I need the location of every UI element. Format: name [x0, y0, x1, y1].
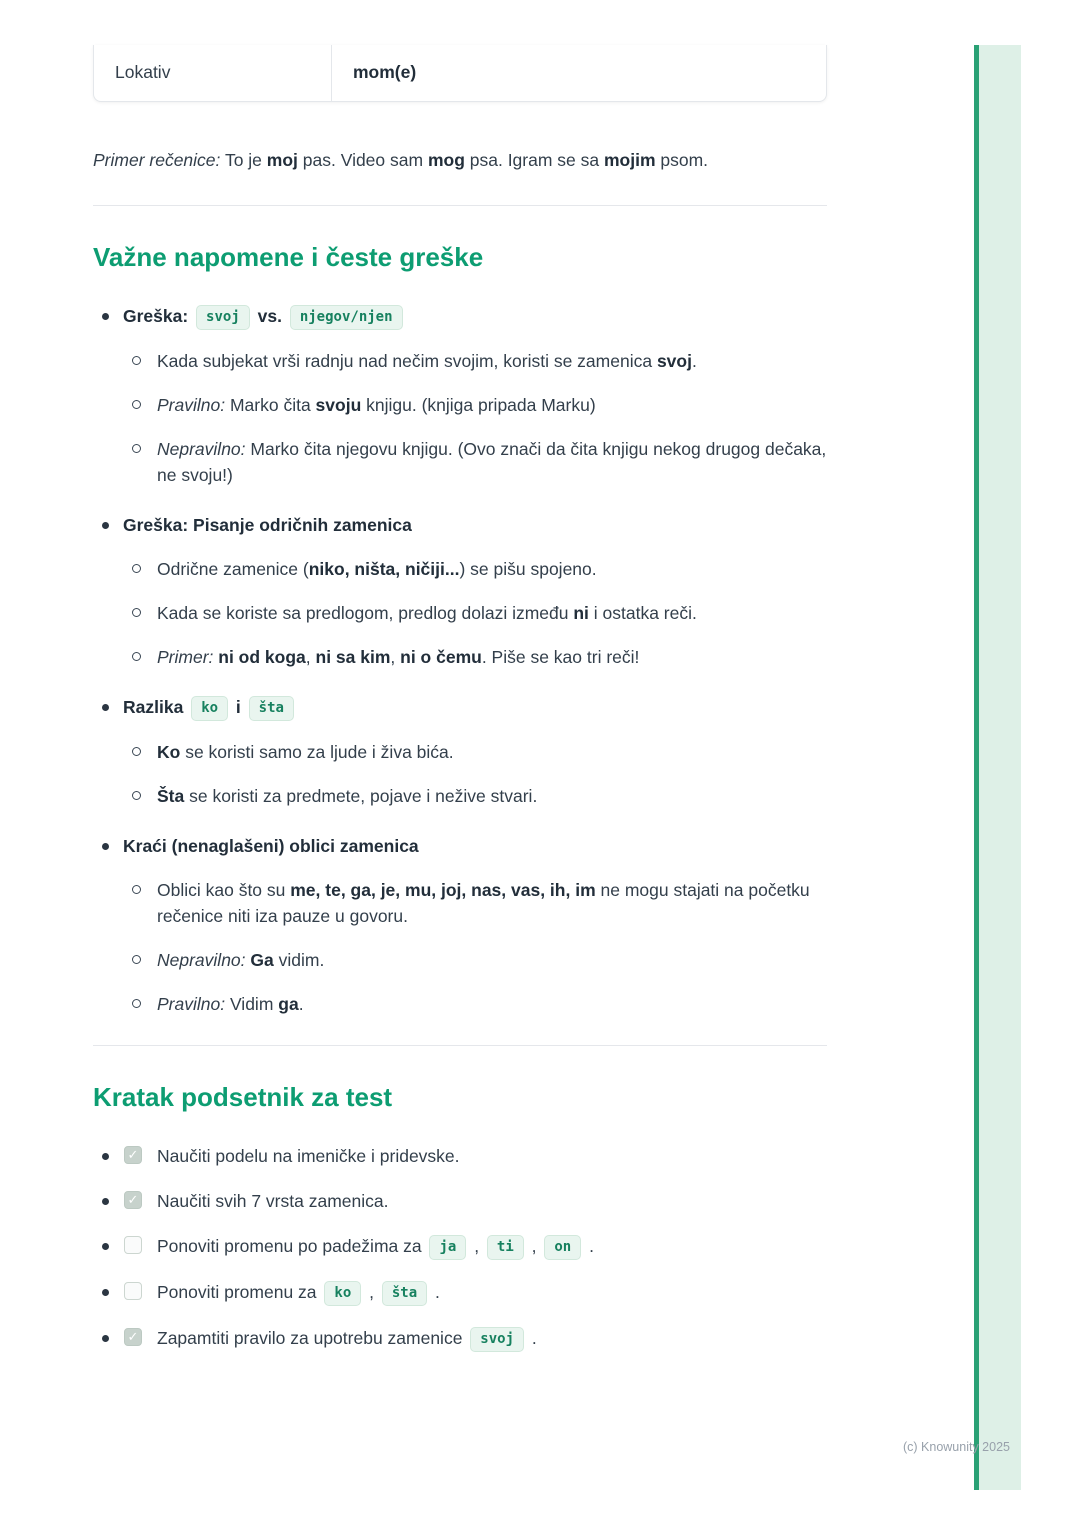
page-content — [93, 45, 827, 1371]
text-segment: Vidim — [225, 994, 279, 1014]
note-subitem — [123, 436, 827, 488]
text-segment: mojim — [603, 150, 656, 170]
note-subitem — [123, 392, 827, 418]
section-title-reminder: Kratak podsetnik za test — [93, 1082, 393, 1112]
note-item-heading — [123, 303, 827, 330]
text-segment: ne mogu stajati na početku rečenice niti iza pauze u govoru. — [157, 880, 810, 926]
text-segment: Ga — [250, 950, 274, 970]
text-segment: Primer: — [157, 647, 214, 667]
checklist-item-text — [157, 1146, 460, 1166]
section-divider — [93, 1045, 827, 1046]
text-segment: Zapamtiti pravilo za upotrebu zamenice — [157, 1328, 468, 1348]
section-title-notes: Važne napomene i česte greške — [93, 242, 484, 272]
example-paragraph — [93, 143, 827, 177]
inline-code-chip: ja — [429, 1235, 466, 1260]
text-segment: Razlika — [123, 697, 189, 717]
checkbox[interactable]: ✓ — [124, 1191, 142, 1209]
text-segment: Ponoviti promenu po padežima za — [157, 1236, 427, 1256]
text-segment: se koristi za predmete, pojave i nežive stvari. — [184, 786, 538, 806]
note-subitem — [123, 600, 827, 626]
text-segment: svoj — [656, 351, 692, 371]
text-segment: To je — [220, 150, 267, 170]
checklist-item-text — [157, 1236, 594, 1256]
text-segment: knjigu. (knjiga pripada Marku) — [361, 395, 596, 415]
note-item — [93, 303, 827, 488]
text-segment: vidim. — [273, 950, 325, 970]
note-sublist — [123, 556, 827, 670]
right-accent-line — [974, 45, 979, 1490]
note-subitem — [123, 644, 827, 670]
text-segment: ) se pišu spojeno. — [459, 559, 597, 579]
table-cell-value: mom(e) — [353, 62, 417, 82]
note-sublist — [123, 739, 827, 809]
checkbox[interactable]: ✓ — [124, 1146, 142, 1164]
text-segment: , — [390, 647, 401, 667]
checkbox[interactable] — [124, 1282, 142, 1300]
checklist — [93, 1143, 827, 1352]
inline-code-chip: njegov/njen — [290, 305, 403, 330]
text-segment: niko, ništa, ničiji... — [308, 559, 460, 579]
text-segment: Naučiti podelu na imeničke i pridevske. — [157, 1146, 460, 1166]
text-segment: Nepravilno: — [157, 439, 246, 459]
text-segment: . — [527, 1328, 537, 1348]
inline-code-chip: ko — [191, 696, 228, 721]
checklist-item — [93, 1143, 827, 1169]
text-segment: . Piše se kao tri reči! — [481, 647, 640, 667]
text-segment: i ostatka reči. — [588, 603, 697, 623]
text-segment: psom. — [655, 150, 709, 170]
text-segment: svoju — [315, 395, 362, 415]
note-item-heading — [123, 833, 827, 859]
inline-code-chip: ko — [324, 1281, 361, 1306]
right-accent-band — [979, 45, 1021, 1490]
text-segment: Naučiti svih 7 vrsta zamenica. — [157, 1191, 389, 1211]
checklist-item — [93, 1325, 827, 1352]
text-segment: . — [584, 1236, 594, 1256]
text-segment: , — [364, 1282, 379, 1302]
text-segment: ga — [278, 994, 299, 1014]
text-segment: Pravilno: — [157, 994, 226, 1014]
text-segment: Šta — [157, 786, 185, 806]
text-segment: Ponoviti promenu za — [157, 1282, 322, 1302]
checklist-item — [93, 1279, 827, 1306]
text-segment: Marko čita njegovu knjigu. (Ovo znači da čita knjigu nekog drugog dečaka, ne svoju!) — [157, 439, 827, 485]
text-segment: ni o čemu — [400, 647, 482, 667]
note-subitem — [123, 947, 827, 973]
declension-table — [93, 45, 827, 102]
checkbox[interactable]: ✓ — [124, 1328, 142, 1346]
text-segment: ni — [573, 603, 589, 623]
note-item — [93, 512, 827, 670]
text-segment: . — [430, 1282, 440, 1302]
note-item — [93, 694, 827, 809]
checklist-item — [93, 1188, 827, 1214]
text-segment: ni od koga — [218, 647, 306, 667]
note-sublist — [123, 877, 827, 1017]
text-segment: psa. Igram se sa — [464, 150, 604, 170]
checkbox[interactable] — [124, 1236, 142, 1254]
checklist-item-text — [157, 1328, 537, 1348]
text-segment: . — [298, 994, 304, 1014]
copyright-text: (c) Knowunity 2025 — [902, 1440, 1010, 1454]
text-segment: ni sa kim — [315, 647, 391, 667]
text-segment: Nepravilno: — [157, 950, 246, 970]
note-subitem — [123, 739, 827, 765]
notes-list — [93, 303, 827, 1017]
inline-code-chip: ti — [487, 1235, 524, 1260]
note-subitem — [123, 348, 827, 374]
inline-code-chip: svoj — [470, 1327, 524, 1352]
note-item — [93, 833, 827, 1017]
text-segment: pas. Video sam — [297, 150, 428, 170]
note-item-heading — [123, 512, 827, 538]
text-segment: Primer rečenice: — [93, 150, 221, 170]
inline-code-chip: šta — [382, 1281, 427, 1306]
note-item-heading — [123, 694, 827, 721]
note-sublist — [123, 348, 827, 488]
note-subitem — [123, 991, 827, 1017]
text-segment: vs. — [252, 306, 287, 326]
text-segment: , — [469, 1236, 484, 1256]
inline-code-chip: on — [544, 1235, 581, 1260]
note-subitem — [123, 783, 827, 809]
text-segment: Pravilno: — [157, 395, 226, 415]
checklist-item — [93, 1233, 827, 1260]
text-segment: mog — [427, 150, 465, 170]
text-segment: , — [305, 647, 316, 667]
text-segment: i — [231, 697, 246, 717]
text-segment: Kraći (nenaglašeni) oblici zamenica — [123, 836, 419, 856]
text-segment: Greška: — [123, 306, 194, 326]
text-segment: me, te, ga, je, mu, joj, nas, vas, ih, im — [290, 880, 596, 900]
note-subitem — [123, 877, 827, 929]
text-segment: Oblici kao što su — [157, 880, 291, 900]
text-segment: Marko čita — [225, 395, 316, 415]
text-segment: Greška: Pisanje odričnih zamenica — [123, 515, 412, 535]
table-cell-case: Lokativ — [94, 45, 332, 101]
note-subitem — [123, 556, 827, 582]
section-divider — [93, 205, 827, 206]
inline-code-chip: svoj — [196, 305, 250, 330]
checklist-item-text — [157, 1191, 388, 1211]
text-segment: , — [526, 1236, 542, 1256]
inline-code-chip: šta — [249, 696, 294, 721]
text-segment: Odrične zamenice ( — [157, 559, 309, 579]
checklist-item-text — [157, 1282, 440, 1302]
text-segment: Kada subjekat vrši radnju nad nečim svojim, koristi se zamenica — [157, 351, 657, 371]
text-segment: se koristi samo za ljude i živa bića. — [180, 742, 454, 762]
text-segment: . — [691, 351, 697, 371]
text-segment: Ko — [157, 742, 181, 762]
text-segment: Kada se koriste sa predlogom, predlog dolazi između — [157, 603, 574, 623]
text-segment: moj — [266, 150, 298, 170]
